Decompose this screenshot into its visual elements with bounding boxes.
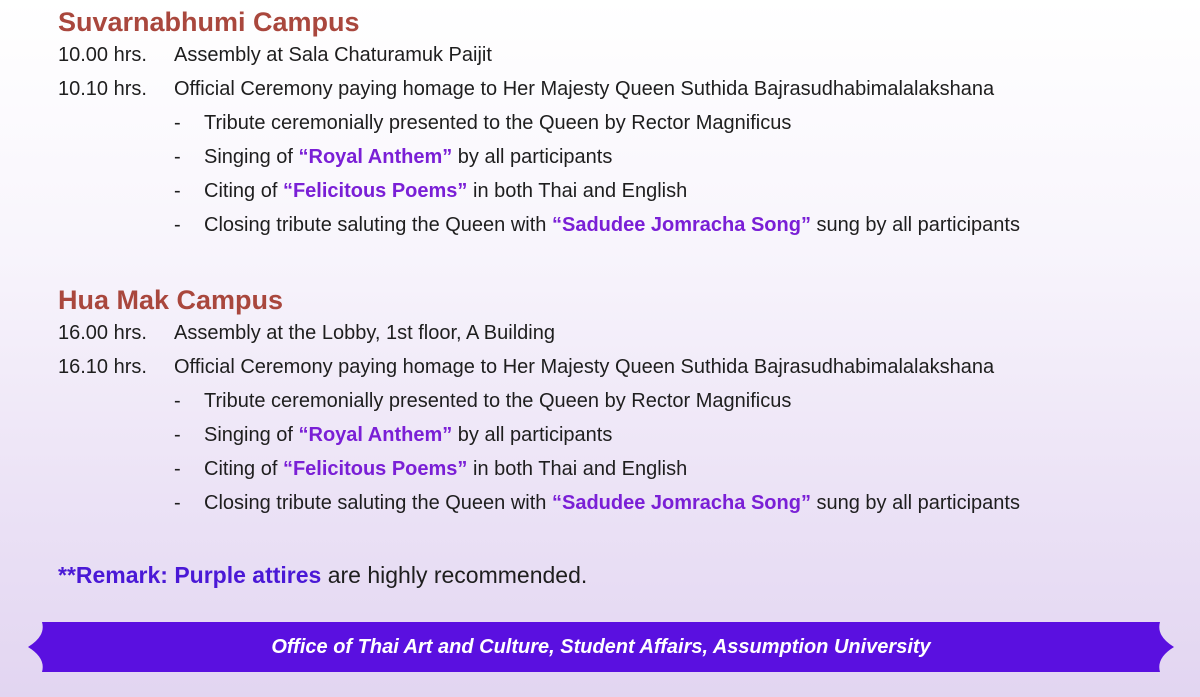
schedule-time: 16.10 hrs. bbox=[58, 356, 147, 378]
bullet-dash: - bbox=[174, 458, 181, 480]
remark-note bbox=[58, 560, 587, 590]
sub-item-text: Citing of “Felicitous Poems” in both Thai and English bbox=[204, 458, 688, 480]
sub-item-text: Singing of “Royal Anthem” by all participants bbox=[204, 424, 613, 446]
sub-item bbox=[58, 418, 1020, 452]
highlight-text: “Sadudee Jomracha Song” bbox=[551, 492, 811, 514]
highlight-text: “Royal Anthem” bbox=[298, 424, 453, 446]
bullet-dash: - bbox=[174, 112, 181, 134]
bullet-dash: - bbox=[174, 424, 181, 446]
schedule-row bbox=[58, 316, 1020, 350]
bullet-dash: - bbox=[174, 214, 181, 236]
bullet-dash: - bbox=[174, 492, 181, 514]
schedule-time: 10.10 hrs. bbox=[58, 78, 147, 100]
sub-item bbox=[58, 384, 1020, 418]
schedule-row bbox=[58, 72, 1020, 106]
schedule-text: Assembly at Sala Chaturamuk Paijit bbox=[174, 44, 492, 66]
remark-bold: **Remark: Purple attires bbox=[58, 562, 322, 588]
sub-item bbox=[58, 208, 1020, 242]
highlight-text: “Felicitous Poems” bbox=[282, 180, 468, 202]
sub-item-text: Tribute ceremonially presented to the Queen by Rector Magnificus bbox=[204, 390, 792, 412]
footer-banner bbox=[28, 622, 1174, 672]
schedule-time: 16.00 hrs. bbox=[58, 322, 147, 344]
highlight-text: “Royal Anthem” bbox=[298, 146, 453, 168]
schedule-text: Official Ceremony paying homage to Her Majesty Queen Suthida Bajrasudhabimalalakshana bbox=[174, 78, 995, 100]
sub-item bbox=[58, 486, 1020, 520]
sub-item bbox=[58, 140, 1020, 174]
sub-item-text: Closing tribute saluting the Queen with “Sadudee Jomracha Song” sung by all participants bbox=[204, 214, 1020, 236]
section-suvarnabhumi bbox=[58, 6, 1020, 242]
sub-item-text: Tribute ceremonially presented to the Queen by Rector Magnificus bbox=[204, 112, 792, 134]
schedule-row bbox=[58, 350, 1020, 384]
section-hua-mak bbox=[58, 284, 1020, 520]
sub-item bbox=[58, 452, 1020, 486]
remark-rest: are highly recommended. bbox=[321, 562, 588, 588]
sub-item-text: Singing of “Royal Anthem” by all participants bbox=[204, 146, 613, 168]
section-heading: Hua Mak Campus bbox=[58, 285, 284, 315]
sub-item bbox=[58, 106, 1020, 140]
schedule-row bbox=[58, 38, 1020, 72]
section-heading: Suvarnabhumi Campus bbox=[58, 7, 360, 37]
sub-item-text: Closing tribute saluting the Queen with “Sadudee Jomracha Song” sung by all participants bbox=[204, 492, 1020, 514]
highlight-text: “Sadudee Jomracha Song” bbox=[551, 214, 811, 236]
schedule-text: Official Ceremony paying homage to Her Majesty Queen Suthida Bajrasudhabimalalakshana bbox=[174, 356, 995, 378]
bullet-dash: - bbox=[174, 146, 181, 168]
schedule-text: Assembly at the Lobby, 1st floor, A Building bbox=[174, 322, 555, 344]
highlight-text: “Felicitous Poems” bbox=[282, 458, 468, 480]
footer-text: Office of Thai Art and Culture, Student Affairs, Assumption University bbox=[271, 636, 931, 658]
bullet-dash: - bbox=[174, 180, 181, 202]
sub-item-text: Citing of “Felicitous Poems” in both Thai and English bbox=[204, 180, 688, 202]
bullet-dash: - bbox=[174, 390, 181, 412]
sub-item bbox=[58, 174, 1020, 208]
schedule-time: 10.00 hrs. bbox=[58, 44, 147, 66]
